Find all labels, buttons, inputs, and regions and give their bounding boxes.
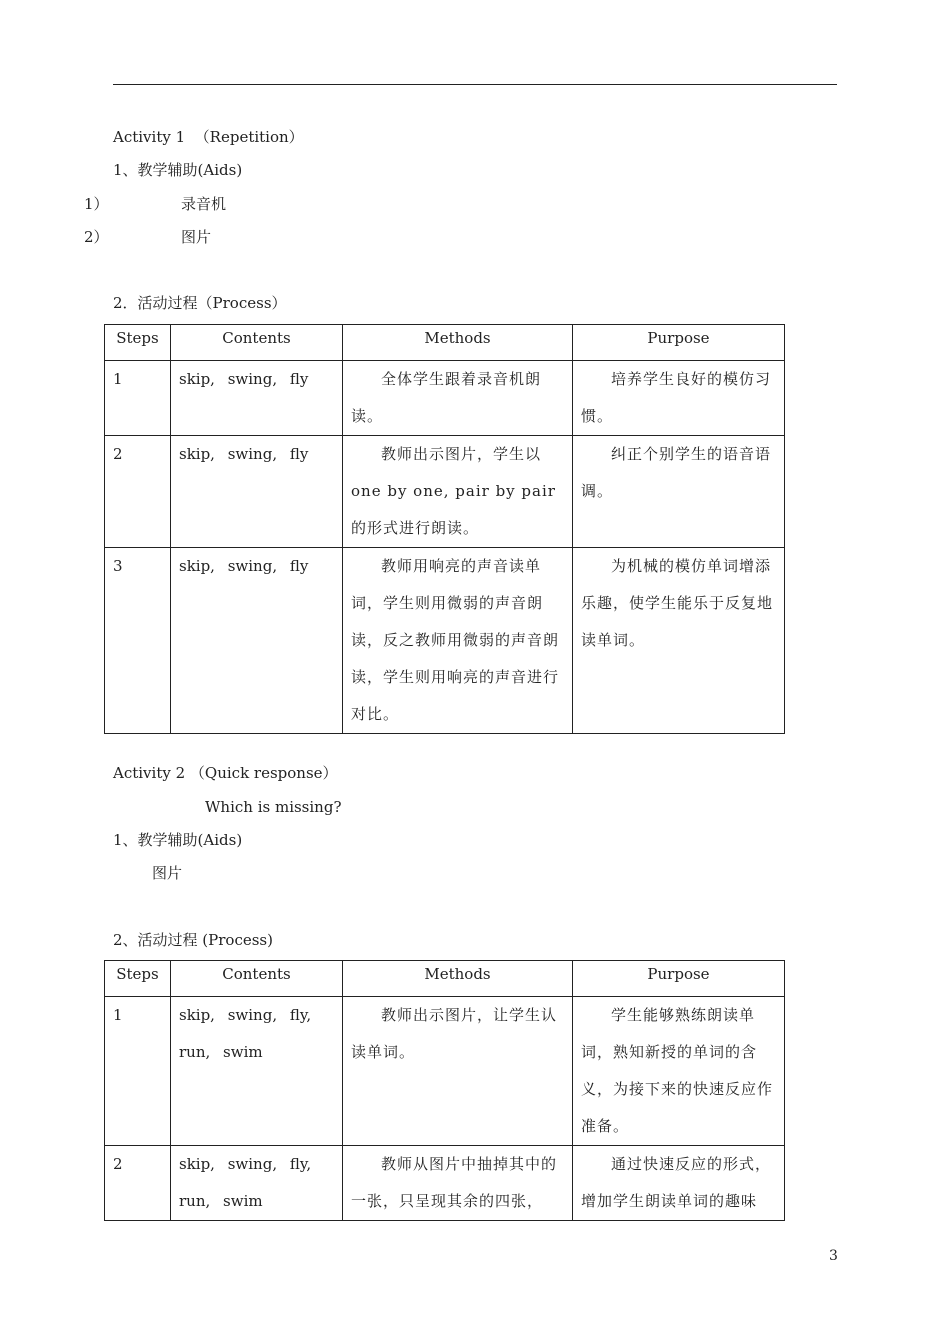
cell-step: 2 (105, 1146, 171, 1221)
header-steps: Steps (105, 325, 171, 361)
aid-item: 图片 (152, 864, 183, 882)
cell-step: 3 (105, 548, 171, 734)
table-row (105, 436, 785, 548)
cell-purpose: 纠正个别学生的语音语调。 (573, 436, 785, 548)
cell-step: 1 (105, 361, 171, 436)
header-contents: Contents (171, 961, 343, 997)
cell-contents: skip, swing, fly (171, 548, 343, 734)
activity2-aids-heading: 1、教学辅助(Aids) (113, 831, 243, 849)
table-row (105, 548, 785, 734)
table-header-row (105, 325, 785, 361)
cell-step: 2 (105, 436, 171, 548)
cell-step: 1 (105, 997, 171, 1146)
cell-purpose: 培养学生良好的模仿习惯。 (573, 361, 785, 436)
activity1-title: Activity 1 （Repetition） (113, 128, 304, 146)
aid-item: 录音机 (181, 195, 227, 213)
activity2-process-heading: 2、活动过程 (Process) (113, 931, 273, 949)
cell-methods: 教师出示图片，学生以one by one, pair by pair的形式进行朗读。 (343, 436, 573, 548)
cell-purpose: 为机械的模仿单词增添乐趣，使学生能乐于反复地读单词。 (573, 548, 785, 734)
aid-number: 1） (84, 195, 109, 213)
header-steps: Steps (105, 961, 171, 997)
cell-methods: 教师出示图片，让学生认读单词。 (343, 997, 573, 1146)
table-row (105, 1146, 785, 1221)
header-purpose: Purpose (573, 325, 785, 361)
activity2-subtitle: Which is missing? (205, 798, 342, 816)
header-methods: Methods (343, 961, 573, 997)
aid-number: 2） (84, 228, 109, 246)
header-methods: Methods (343, 325, 573, 361)
header-contents: Contents (171, 325, 343, 361)
cell-methods: 教师用响亮的声音读单词，学生则用微弱的声音朗读，反之教师用微弱的声音朗读，学生则用响亮的声音进行对比。 (343, 548, 573, 734)
cell-contents: skip, swing, fly, run, swim (171, 1146, 343, 1221)
activity2-title: Activity 2 （Quick response） (113, 764, 338, 782)
cell-purpose: 学生能够熟练朗读单词，熟知新授的单词的含义，为接下来的快速反应作准备。 (573, 997, 785, 1146)
header-purpose: Purpose (573, 961, 785, 997)
activity2-table (104, 960, 785, 1221)
cell-purpose: 通过快速反应的形式，增加学生朗读单词的趣味 (573, 1146, 785, 1221)
page-number: 3 (829, 1248, 838, 1264)
activity1-aids-heading: 1、教学辅助(Aids) (113, 161, 243, 179)
cell-methods: 全体学生跟着录音机朗读。 (343, 361, 573, 436)
cell-contents: skip, swing, fly, run, swim (171, 997, 343, 1146)
activity1-process-heading: 2．活动过程（Process） (113, 294, 287, 312)
table-header-row (105, 961, 785, 997)
aid-item: 图片 (181, 228, 212, 246)
cell-contents: skip, swing, fly (171, 436, 343, 548)
table-row (105, 997, 785, 1146)
table-row (105, 361, 785, 436)
cell-methods: 教师从图片中抽掉其中的一张，只呈现其余的四张， (343, 1146, 573, 1221)
header-rule (113, 84, 837, 85)
cell-contents: skip, swing, fly (171, 361, 343, 436)
activity1-table (104, 324, 785, 734)
